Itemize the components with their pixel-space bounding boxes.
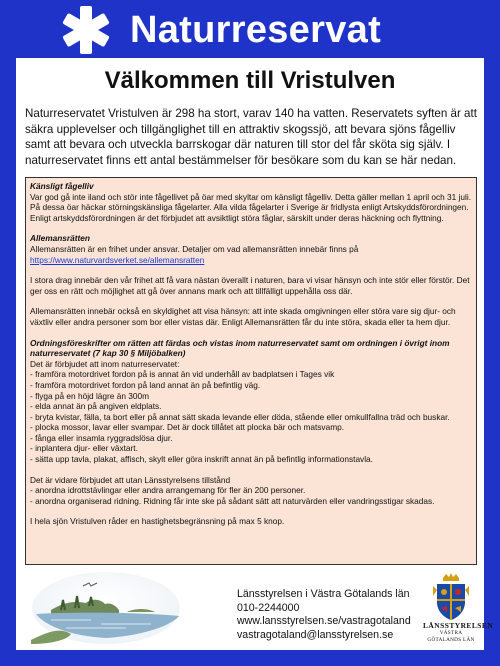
bird-heading: Känsligt fågelliv [30,181,94,191]
list-item: - flyga på en höjd lägre än 300m [30,390,150,401]
allemans-paragraph-3: Allemansrätten innebär också en skyldighet att visa hänsyn: att inte skada omgivningen eller störa vare sig djur- och växtliv eller andra personer som bor eller vistas där. Enligt Allemansrätten får du inte störa, skada eller ta hem djur. [30,306,456,327]
bird-text: Var god gå inte iland och stör inte fågellivet på öar med skyltar om känsligt fågelliv. Detta gäller mellan 1 april och 31 juli. På dessa öar häckar störningskänsliga fågelarter. Alla vilda fågelarter i Sverige är fridlysta enligt Artskyddsförordningen. Enligt artskyddsförordningen är det förbjudet att avsiktligt störa fåglar, särskilt under deras häckning och flyttning. [30,191,472,223]
welcome-heading: Välkommen till Vristulven [104,67,396,94]
list-item: - bryta kvistar, fälla, ta bort eller på annat sätt skada levande eller döda, stående eller omkullfallna träd och buskar. [30,411,450,422]
order-heading: Ordningsföreskrifter om rätten att färdas och vistas inom naturreservatet samt om ordningen i övrigt inom naturreservatet (7 kap 30 § Miljöbalken) [30,337,450,359]
permit-intro: Det är vidare förbjudet att utan Länsstyrelsens tillstånd [30,474,231,485]
nature-reserve-star-icon [60,4,112,56]
order-intro: Det är förbjudet att inom naturreservatet: [30,358,180,369]
list-item: - fånga eller insamla ryggradslösa djur. [30,432,173,443]
contact-org: Länsstyrelsen i Västra Götalands län [237,588,410,600]
list-item: - inplantera djur- eller växtart. [30,443,138,454]
contact-website: www.lansstyrelsen.se/vastragotaland [237,615,411,628]
coat-org-sub: VÄSTRA GÖTALANDS LÄN [427,630,475,644]
contact-email: vastragotaland@lansstyrelsen.se [237,628,394,641]
coat-org-name: LÄNSSTYRELSEN [423,621,494,630]
list-item: - anordna idrottstävlingar eller andra arrangemang för fler än 200 personer. [30,485,306,496]
list-item: - anordna organiserad ridning. Ridning får inte ske på sådant sätt att naturvärden eller vandringsstigar skadas. [30,495,435,506]
content-panel [16,58,494,650]
footer [25,570,494,646]
allemans-paragraph-2: I stora drag innebär den vår frihet att få vara nästan överallt i naturen, bara vi visar hänsyn och inte stör eller förstör. Det ger oss en rätt och möjlighet att gå över annans mark och att tillfälligt uppehålla oss där. [30,275,470,296]
sign-title: Naturreservat [130,9,382,51]
lake-landscape-illustration [31,570,181,644]
sign-header [0,0,500,60]
speed-limit-text: I hela sjön Vristulven råder en hastighetsbegränsning på max 5 knop. [30,516,285,527]
list-item: - framföra motordrivet fordon på land annat än på befintlig väg. [30,379,261,390]
list-item: - elda annat än på angiven eldplats. [30,401,162,412]
rules-box [25,177,477,565]
list-item: - plocka mossor, lavar eller svampar. Det är dock tillåtet att plocka bär och matsvamp. [30,422,345,433]
county-coat-of-arms [423,572,494,646]
intro-paragraph: Naturreservatet Vristulven är 298 ha stort, varav 140 ha vatten. Reservatets syften är att säkra upplevelser och tillgänglighet till en attraktiv skogssjö, att bevara sjöns fågelliv samt att bevara och utveckla barrskogar där naturen till stor del får sköta sig själv. I naturreservatet finns ett antal bestämmelser för besökare som du kan se här nedan. [25,107,477,167]
allemans-heading: Allemansrätten [30,233,90,244]
list-item: - sätta upp tavla, plakat, affisch, skylt eller göra inskrift annat än på befintlig informationstavla. [30,454,373,465]
allemans-link[interactable]: https://www.naturvardsverket.se/allemansratten [30,254,205,265]
contact-block [237,588,411,642]
coat-of-arms-icon [431,572,471,622]
contact-phone: 010-2244000 [237,601,300,614]
allemans-text: Allemansrätten är en frihet under ansvar. Detaljer om vad allemansrätten innebär finns på [30,243,359,254]
list-item: - framföra motordrivet fordon på is annat än vid underhåll av badplatsen i Tages vik [30,369,335,380]
